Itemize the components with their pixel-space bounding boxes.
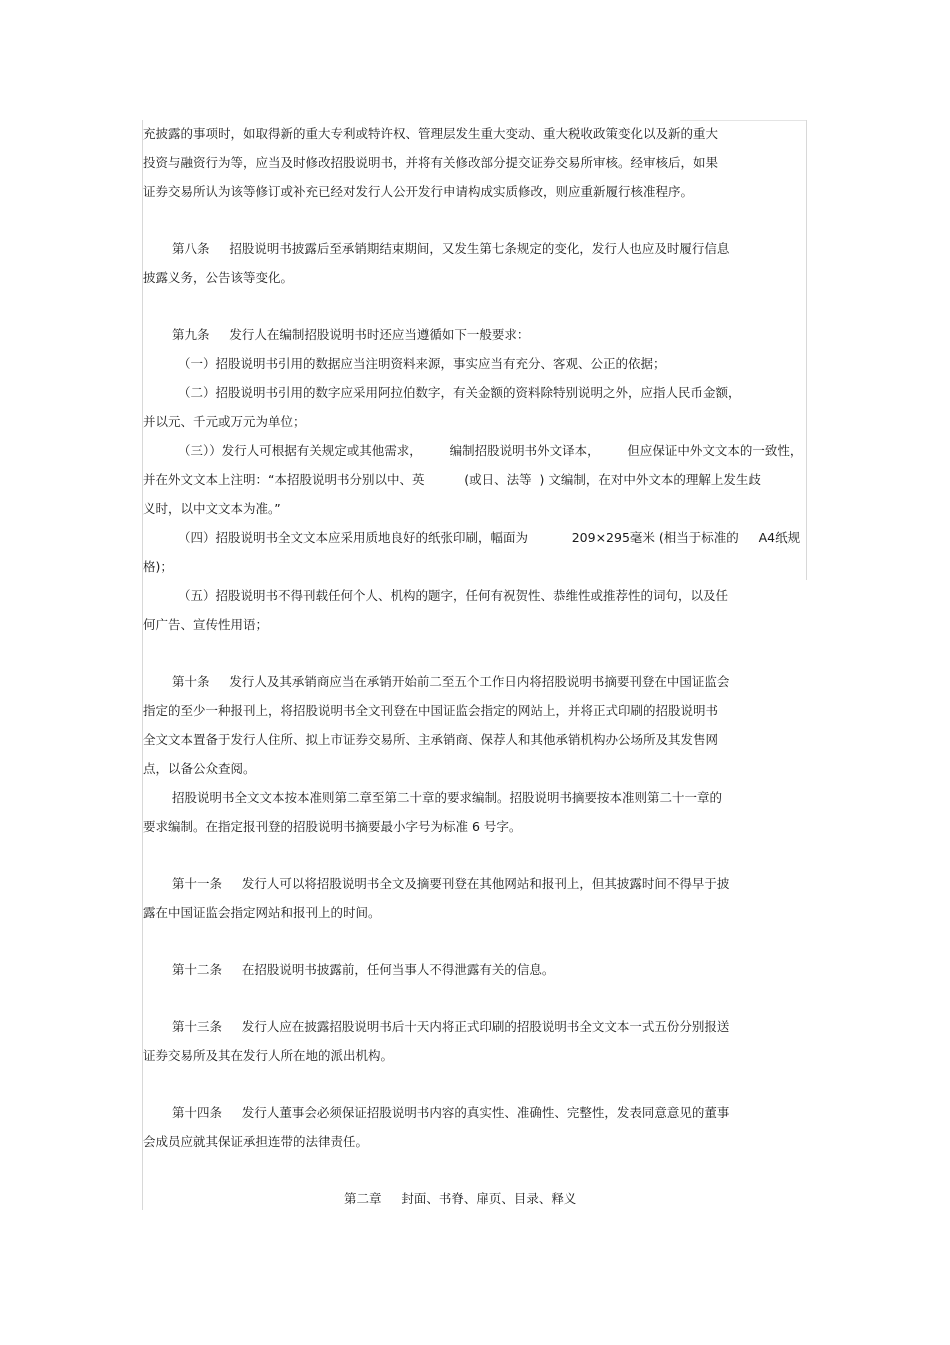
list-item: （一）招股说明书引用的数据应当注明资料来源，事实应当有充分、客观、公正的依据； (178, 356, 666, 371)
list-item: （三））发行人可根据有关规定或其他需求， 编制招股说明书外文译本， 但应保证中外文文本的一致性， (178, 443, 803, 458)
article-9-line: 第九条 发行人在编制招股说明书时还应当遵循如下一般要求： (172, 327, 530, 342)
text-line: 全文文本置备于发行人住所、拟上市证券交易所、主承销商、保荐人和其他承销机构办公场所及其发售网 (143, 732, 719, 747)
chapter-heading: 第二章 封面、书脊、扉页、目录、释义 (344, 1191, 577, 1206)
list-item: （五）招股说明书不得刊载任何个人、机构的题字，任何有祝贺性、恭维性或推荐性的词句，以及任 (178, 588, 729, 603)
article-14-line: 第十四条 发行人董事会必须保证招股说明书内容的真实性、准确性、完整性，发表同意意见的董事 (172, 1105, 730, 1120)
text-line: 证券交易所及其在发行人所在地的派出机构。 (143, 1048, 394, 1063)
article-11-line: 第十一条 发行人可以将招股说明书全文及摘要刊登在其他网站和报刊上，但其披露时间不得早于披 (172, 876, 730, 891)
text-line: 指定的至少一种报刊上，将招股说明书全文刊登在中国证监会指定的网站上，并将正式印刷的招股说明书 (143, 703, 719, 718)
text-line: 披露义务，公告该等变化。 (143, 270, 294, 285)
page-frame-right (806, 120, 807, 580)
list-item: （二）招股说明书引用的数字应采用阿拉伯数字，有关金额的资料除特别说明之外，应指人民币金额， (178, 385, 741, 400)
text-line: 招股说明书全文文本按本准则第二章至第二十章的要求编制。招股说明书摘要按本准则第二十一章的 (172, 790, 723, 805)
text-line: 会成员应就其保证承担连带的法律责任。 (143, 1134, 369, 1149)
article-12-line: 第十二条 在招股说明书披露前，任何当事人不得泄露有关的信息。 (172, 962, 555, 977)
text-line: 格)； (143, 559, 173, 574)
text-line: 证券交易所认为该等修订或补充已经对发行人公开发行申请构成实质修改，则应重新履行核准程序。 (143, 184, 694, 199)
text-line: 投资与融资行为等，应当及时修改招股说明书，并将有关修改部分提交证券交易所审核。经审核后，如果 (143, 155, 719, 170)
text-line: 要求编制。在指定报刊登的招股说明书摘要最小字号为标准 6 号字。 (143, 819, 522, 834)
text-line: 义时，以中文文本为准。” (143, 501, 281, 516)
text-line: 并在外文文本上注明：“本招股说明书分别以中、英 (或日、法等 ) 文编制，在对中外文本的理解上发生歧 (143, 472, 761, 487)
text-line: 露在中国证监会指定网站和报刊上的时间。 (143, 905, 381, 920)
list-item: （四）招股说明书全文文本应采用质地良好的纸张印刷，幅面为 209×295毫米 (相当于标准的 A4纸规 (178, 530, 801, 545)
text-line: 并以元、千元或万元为单位； (143, 414, 306, 429)
text-line: 充披露的事项时，如取得新的重大专利或特许权、管理层发生重大变动、重大税收政策变化以及新的重大 (143, 126, 719, 141)
text-line: 点，以备公众查阅。 (143, 761, 256, 776)
article-8-line: 第八条 招股说明书披露后至承销期结束期间，又发生第七条规定的变化，发行人也应及时履行信息 (172, 241, 730, 256)
article-10-line: 第十条 发行人及其承销商应当在承销开始前二至五个工作日内将招股说明书摘要刊登在中国证监会 (172, 674, 730, 689)
article-13-line: 第十三条 发行人应在披露招股说明书后十天内将正式印刷的招股说明书全文文本一式五份分别报送 (172, 1019, 730, 1034)
text-line: 何广告、宣传性用语； (143, 617, 269, 632)
page-frame-top (680, 120, 806, 121)
